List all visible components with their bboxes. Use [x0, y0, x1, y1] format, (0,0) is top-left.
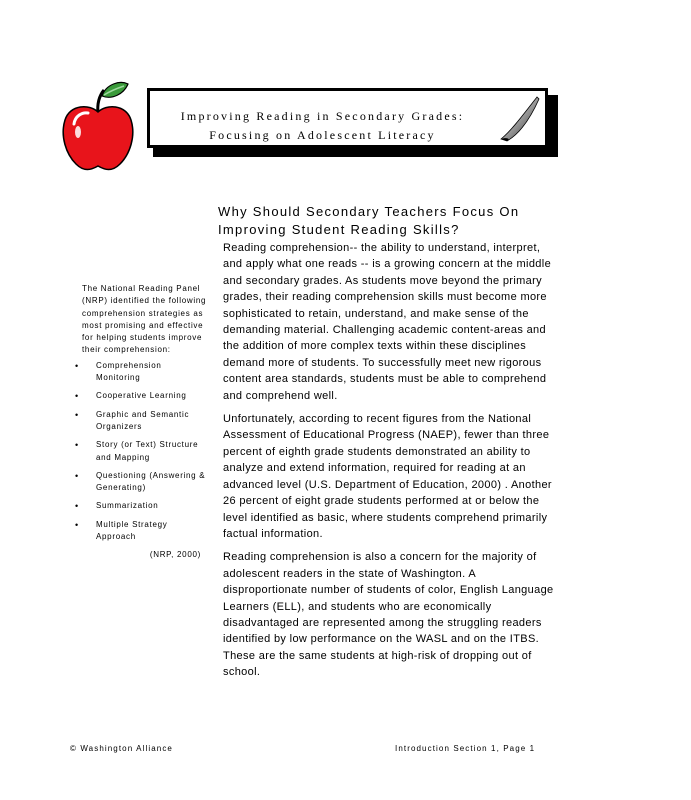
- title-line-2: Focusing on Adolescent Literacy: [209, 128, 436, 142]
- strategy-item: • Summarization: [82, 500, 207, 512]
- footer-page-number: Introduction Section 1, Page 1: [395, 744, 536, 753]
- paragraph: Reading comprehension is also a concern for the majority of adolescent readers in the state of Washington. A disproportionate number of students of color, English Language Learners (ELL), and students who are economically disadvantaged are represented among the struggling readers identified by low performance on the WASL and on the ITBS. These are the same students at high-risk of dropping out of school.: [223, 551, 554, 679]
- strategy-list: [82, 360, 207, 544]
- strategy-item: • Cooperative Learning: [82, 390, 207, 402]
- strategy-item: • Graphic and Semantic Organizers: [82, 409, 207, 434]
- apple-icon: [60, 80, 136, 174]
- sidebar-citation: (NRP, 2000): [149, 550, 201, 560]
- strategy-item: • Story (or Text) Structure and Mapping: [82, 439, 207, 464]
- document-title: [150, 107, 495, 145]
- strategy-item: • Multiple Strategy Approach: [82, 519, 207, 544]
- title-banner: [147, 88, 548, 148]
- sidebar-intro: The National Reading Panel (NRP) identified the following comprehension strategies as most promising and effective for helping students improve their comprehension:: [82, 284, 207, 355]
- heading-line-1: Why Should Secondary Teachers Focus On: [218, 204, 520, 219]
- heading-line-2: Improving Student Reading Skills?: [218, 222, 460, 237]
- strategy-item: • Comprehension Monitoring: [82, 360, 207, 385]
- main-text: [223, 240, 563, 681]
- footer-copyright: © Washington Alliance: [70, 744, 173, 753]
- title-line-1: Improving Reading in Secondary Grades:: [180, 109, 465, 123]
- paragraph: Reading comprehension-- the ability to understand, interpret, and apply what one reads -- is a growing concern at the middle and secondary grades. As students move beyond the primary grades, their reading comprehension skills must become more sophisticated to retain, understand, and make sense of the demanding material. Challenging academic content-areas and the addition of more complex texts within these disciplines demand more of students. To successfully meet new rigorous content area standards, students must be able to comprehend and comprehend well.: [223, 242, 552, 402]
- paragraph: Unfortunately, according to recent figures from the National Assessment of Educational Progress (NAEP), fewer than three percent of eighth grade students demonstrated an ability to analyze and extend information, required for reading at an advanced level (U.S. Department of Education, 2000) . Another 26 percent of eight grade students performed at or below the level identified as basic, where students comprehend primarily factual information.: [223, 413, 552, 540]
- section-heading: [218, 203, 558, 239]
- strategy-item: • Questioning (Answering & Generating): [82, 470, 207, 495]
- page-curl-icon: [497, 95, 541, 143]
- sidebar-callout: [82, 283, 207, 562]
